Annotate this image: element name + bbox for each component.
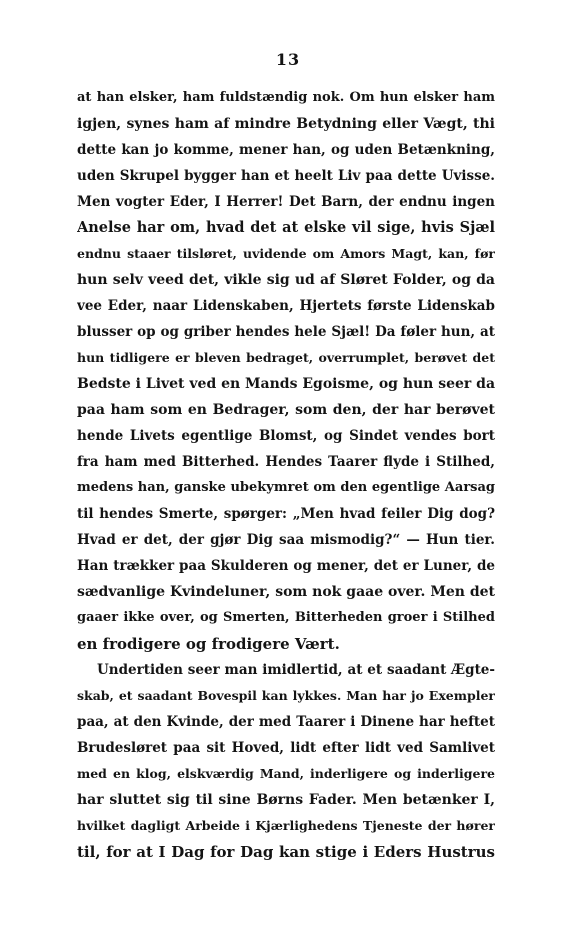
text-line: Hvad er det, der gjør Dig saa mismodig?“ — Hun tier. [77, 532, 495, 548]
text-line: har sluttet sig til sine Børns Fader. Men betænker I, [77, 792, 495, 808]
text-line: sædvanlige Kvindeluner, som nok gaae over. Men det [77, 584, 495, 600]
text-line: gaaer ikke over, og Smerten, Bitterheden groer i Stilhed [77, 610, 495, 625]
text-line: Undertiden seer man imidlertid, at et saadant Ægte- [97, 662, 495, 678]
text-line: igjen, synes ham af mindre Betydning eller Vægt, thi [77, 116, 495, 132]
text-line: endnu staaer tilsløret, uvidende om Amors Magt, kan, før [77, 246, 495, 261]
text-line: hun tidligere er bleven bedraget, overrumplet, berøvet det [77, 350, 495, 365]
text-line: Brudesløret paa sit Hoved, lidt efter lidt ved Samlivet [77, 740, 495, 756]
body-text [77, 85, 495, 865]
text-line: med en klog, elskværdig Mand, inderligere og inderligere [77, 766, 495, 781]
text-line: medens han, ganske ubekymret om den egentlige Aarsag [77, 480, 495, 495]
text-line: Anelse har om, hvad det at elske vil sige, hvis Sjæl [77, 219, 495, 236]
text-line: Men vogter Eder, I Herrer! Det Barn, der endnu ingen [77, 194, 495, 210]
text-line: Bedste i Livet ved en Mands Egoisme, og hun seer da [77, 376, 495, 392]
text-line: hende Livets egentlige Blomst, og Sindet vendes bort [77, 428, 495, 444]
text-line: fra ham med Bitterhed. Hendes Taarer flyde i Stilhed, [77, 454, 495, 470]
text-line: blusser op og griber hendes hele Sjæl! Da føler hun, at [77, 324, 495, 340]
text-line: skab, et saadant Bovespil kan lykkes. Man har jo Exempler [77, 688, 495, 703]
text-line: til, for at I Dag for Dag kan stige i Eders Hustrus [77, 843, 495, 861]
text-line: at han elsker, ham fuldstændig nok. Om hun elsker ham [77, 90, 495, 105]
text-line: paa ham som en Bedrager, som den, der har berøvet [77, 402, 495, 418]
text-line: hun selv veed det, vikle sig ud af Sløret Folder, og da [77, 272, 495, 288]
text-line: paa, at den Kvinde, der med Taarer i Dinene har heftet [77, 714, 495, 730]
text-line: til hendes Smerte, spørger: „Men hvad feiler Dig dog? [77, 506, 495, 522]
text-line: dette kan jo komme, mener han, og uden Betænkning, [77, 142, 495, 158]
text-line: vee Eder, naar Lidenskaben, Hjertets første Lidenskab [77, 298, 495, 314]
text-line: hvilket dagligt Arbeide i Kjærlighedens Tjeneste der hører [77, 818, 495, 833]
page-number: 13 [275, 50, 301, 69]
text-line: uden Skrupel bygger han et heelt Liv paa dette Uvisse. [77, 168, 495, 184]
text-line: Han trækker paa Skulderen og mener, det er Luner, de [77, 558, 495, 574]
text-line: en frodigere og frodigere Vært. [77, 635, 340, 653]
